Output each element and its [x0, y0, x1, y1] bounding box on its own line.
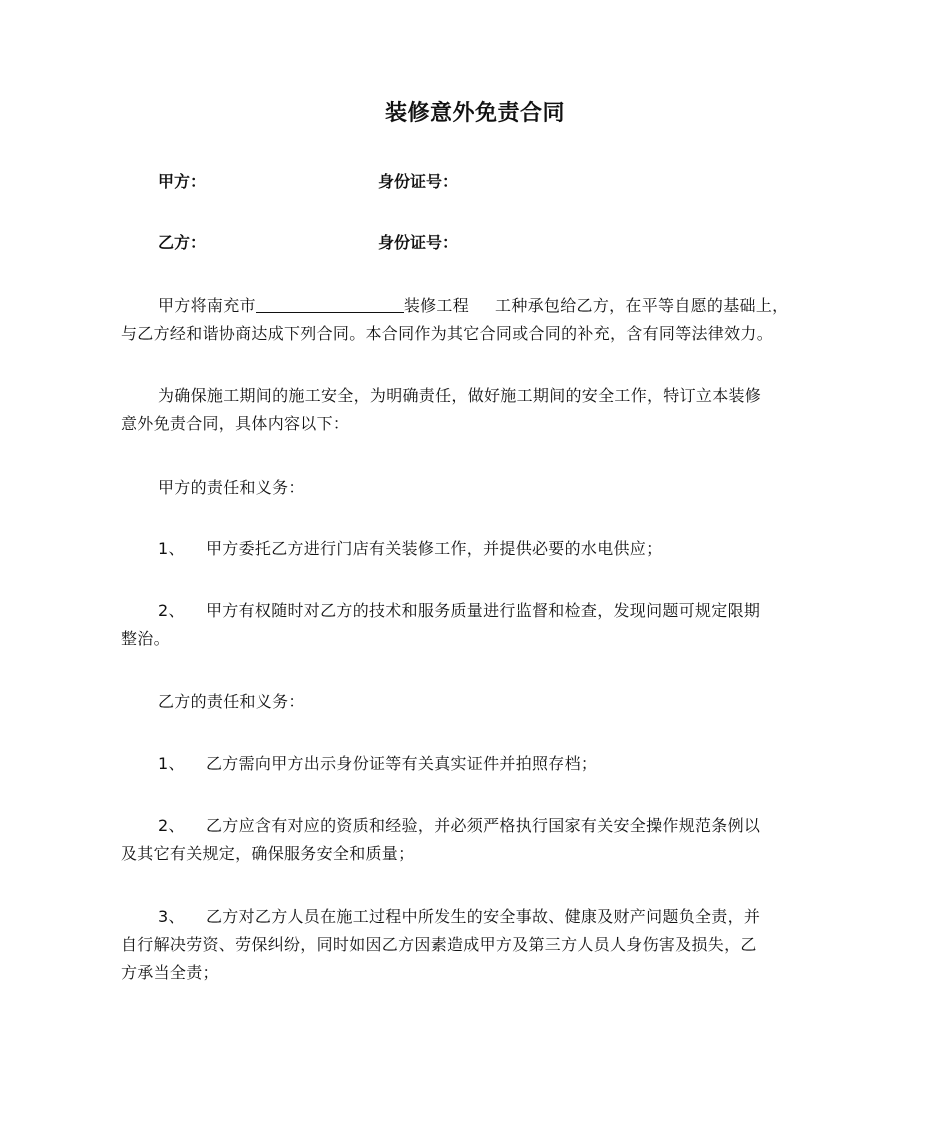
- intro-paragraph: [121, 292, 833, 348]
- item-text: 乙方需向甲方出示身份证等有关真实证件并拍照存档；: [206, 754, 598, 773]
- item-continuation: 方承当全责；: [121, 963, 219, 982]
- purpose-paragraph: [121, 382, 833, 438]
- party-a-duties-heading: [121, 474, 833, 502]
- intro-post-blank: 装修工程: [403, 296, 470, 315]
- party-a-duty-1: [121, 535, 833, 563]
- list-item-line: [121, 903, 833, 931]
- party-b-duty-1: [121, 750, 833, 778]
- party-b-duty-3: [121, 903, 833, 987]
- list-item-line: [121, 535, 833, 563]
- party-a-label: 甲方：: [158, 172, 207, 191]
- purpose-line-1: 为确保施工期间的施工安全，为明确责任，做好施工期间的安全工作，特订立本装修: [158, 386, 762, 405]
- item-number: 1、: [158, 754, 185, 773]
- party-a-id-label: 身份证号：: [378, 172, 459, 191]
- item-number: 2、: [158, 816, 185, 835]
- section-heading: 甲方的责任和义务：: [158, 478, 305, 497]
- list-item-line: [121, 597, 833, 625]
- item-continuation: 整治。: [121, 629, 170, 648]
- party-b-label: 乙方：: [158, 233, 207, 252]
- intro-after-gap: 工种承包给乙方，在平等自愿的基础上，: [495, 296, 789, 315]
- item-number: 2、: [158, 601, 185, 620]
- item-text: 甲方委托乙方进行门店有关装修工作，并提供必要的水电供应；: [206, 539, 663, 558]
- intro-line-1: [121, 292, 833, 320]
- document-title: 装修意外免责合同: [384, 101, 565, 126]
- location-blank: [256, 294, 404, 313]
- item-number: 1、: [158, 539, 185, 558]
- party-b-id-label: 身份证号：: [378, 233, 459, 252]
- party-b-duty-2: [121, 812, 833, 868]
- purpose-line-2: 意外免责合同，具体内容以下：: [121, 414, 350, 433]
- party-b-duties-heading: [121, 688, 833, 716]
- item-text: 甲方有权随时对乙方的技术和服务质量进行监督和检查，发现问题可规定限期: [206, 601, 761, 620]
- item-number: 3、: [158, 907, 185, 926]
- list-item-line: [121, 750, 833, 778]
- list-item-line: [121, 812, 833, 840]
- party-a-duty-2: [121, 597, 833, 653]
- item-text: 乙方应含有对应的资质和经验，并必须严格执行国家有关安全操作规范条例以: [206, 816, 761, 835]
- item-text: 乙方对乙方人员在施工过程中所发生的安全事故、健康及财产问题负全责，并: [206, 907, 761, 926]
- intro-line-2: 与乙方经和谐协商达成下列合同。本合同作为其它合同或合同的补充，含有同等法律效力。: [121, 324, 774, 343]
- item-continuation: 及其它有关规定，确保服务安全和质量；: [121, 844, 415, 863]
- item-continuation: 自行解决劳资、劳保纠纷，同时如因乙方因素造成甲方及第三方人员人身伤害及损失，乙: [121, 935, 757, 954]
- intro-pre-blank: 甲方将南充市: [158, 296, 256, 315]
- section-heading: 乙方的责任和义务：: [158, 692, 305, 711]
